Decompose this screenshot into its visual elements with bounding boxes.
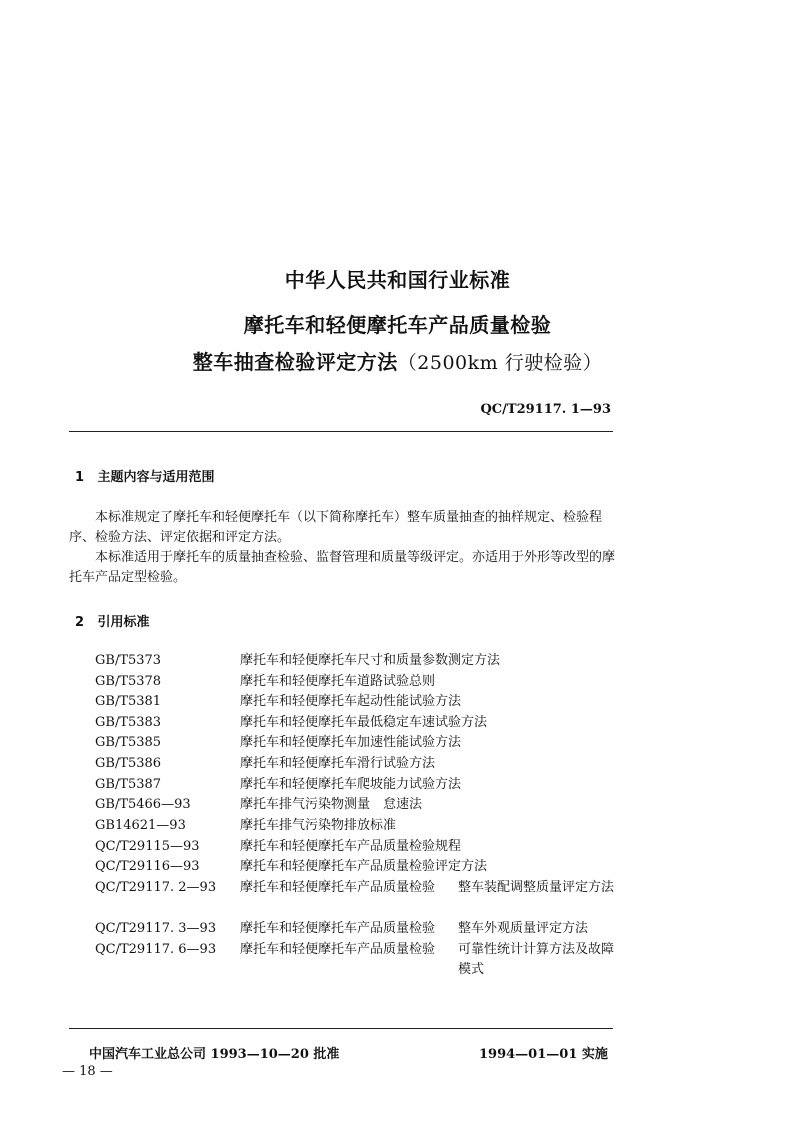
header-divider [69, 431, 613, 432]
reference-row [95, 692, 620, 712]
reference-code: GB/T5378 [95, 674, 162, 689]
reference-title: 摩托车和轻便摩托车产品质量检验评定方法 [240, 859, 488, 874]
reference-row [95, 795, 620, 815]
reference-code: GB/T5386 [95, 756, 162, 771]
section-1-paragraph-1: 本标准规定了摩托车和轻便摩托车（以下简称摩托车）整车质量抽查的抽样规定、检验程序、检验方法、评定依据和评定方法。 [69, 510, 603, 545]
reference-title: 摩托车和轻便摩托车起动性能试验方法 [240, 694, 462, 709]
reference-row [95, 775, 620, 795]
title-line-3-note: （2500km 行驶检验） [397, 352, 603, 374]
reference-title: 摩托车和轻便摩托车加速性能试验方法 [240, 735, 462, 750]
footer-divider [69, 1028, 613, 1029]
reference-subtitle: 整车外观质量评定方法 [458, 921, 589, 936]
title-line-2: 摩托车和轻便摩托车产品质量检验 [243, 313, 552, 337]
reference-title: 摩托车和轻便摩托车最低稳定车速试验方法 [240, 715, 488, 730]
reference-row [95, 816, 620, 836]
reference-code: GB/T5373 [95, 653, 162, 668]
reference-code: QC/T29116—93 [95, 859, 200, 874]
reference-row [95, 878, 620, 898]
reference-title: 摩托车和轻便摩托车产品质量检验规程 [240, 839, 462, 854]
reference-title: 摩托车排气污染物测量 怠速法 [240, 797, 423, 812]
standard-number: QC/T29117. 1—93 [480, 402, 611, 417]
reference-row [95, 733, 620, 753]
reference-code: GB/T5466—93 [95, 797, 191, 812]
effective-date: 1994—01—01 实施 [479, 1047, 608, 1062]
reference-code: GB/T5387 [95, 777, 162, 792]
reference-row [95, 754, 620, 774]
reference-title: 摩托车和轻便摩托车爬坡能力试验方法 [240, 777, 462, 792]
reference-row [95, 940, 620, 977]
reference-row [95, 919, 620, 939]
section-2-heading [75, 611, 150, 630]
reference-code: QC/T29117. 6—93 [95, 942, 217, 957]
title-line-3 [0, 346, 795, 375]
reference-code: GB/T5385 [95, 735, 162, 750]
reference-title: 摩托车和轻便摩托车产品质量检验 [240, 880, 436, 895]
section-1-title: 主题内容与适用范围 [97, 470, 215, 485]
section-1-paragraph-2: 本标准适用于摩托车的质量抽查检验、监督管理和质量等级评定。亦适用于外形等改型的摩托车产品定型检验。 [69, 550, 616, 585]
reference-title: 摩托车和轻便摩托车产品质量检验 [240, 942, 436, 957]
reference-row [95, 672, 620, 692]
reference-code: QC/T29117. 3—93 [95, 921, 217, 936]
reference-code: GB/T5381 [95, 694, 162, 709]
reference-subtitle: 可靠性统计计算方法及故障模式 [458, 942, 615, 977]
title-line-3-main: 整车抽查检验评定方法 [192, 350, 398, 374]
reference-title: 摩托车和轻便摩托车尺寸和质量参数测定方法 [240, 653, 501, 668]
reference-row [95, 651, 620, 671]
section-2-title: 引用标准 [97, 615, 150, 630]
section-1-number: 1 [75, 470, 85, 485]
reference-title: 摩托车排气污染物排放标准 [240, 818, 397, 833]
reference-title: 摩托车和轻便摩托车滑行试验方法 [240, 756, 436, 771]
reference-code: GB14621—93 [95, 818, 186, 833]
page-number: — 18 — [62, 1064, 113, 1079]
reference-code: GB/T5383 [95, 715, 162, 730]
reference-row [95, 837, 620, 857]
reference-code: QC/T29115—93 [95, 839, 200, 854]
reference-subtitle: 整车装配调整质量评定方法 [458, 880, 615, 895]
reference-title: 摩托车和轻便摩托车产品质量检验 [240, 921, 436, 936]
reference-row [95, 857, 620, 877]
title-line-1: 中华人民共和国行业标准 [284, 268, 511, 292]
reference-code: QC/T29117. 2—93 [95, 880, 217, 895]
reference-title: 摩托车和轻便摩托车道路试验总则 [240, 674, 436, 689]
approval-statement: 中国汽车工业总公司 1993—10—20 批准 [89, 1047, 340, 1062]
section-1-heading [75, 466, 215, 485]
reference-row [95, 713, 620, 733]
section-2-number: 2 [75, 615, 85, 630]
